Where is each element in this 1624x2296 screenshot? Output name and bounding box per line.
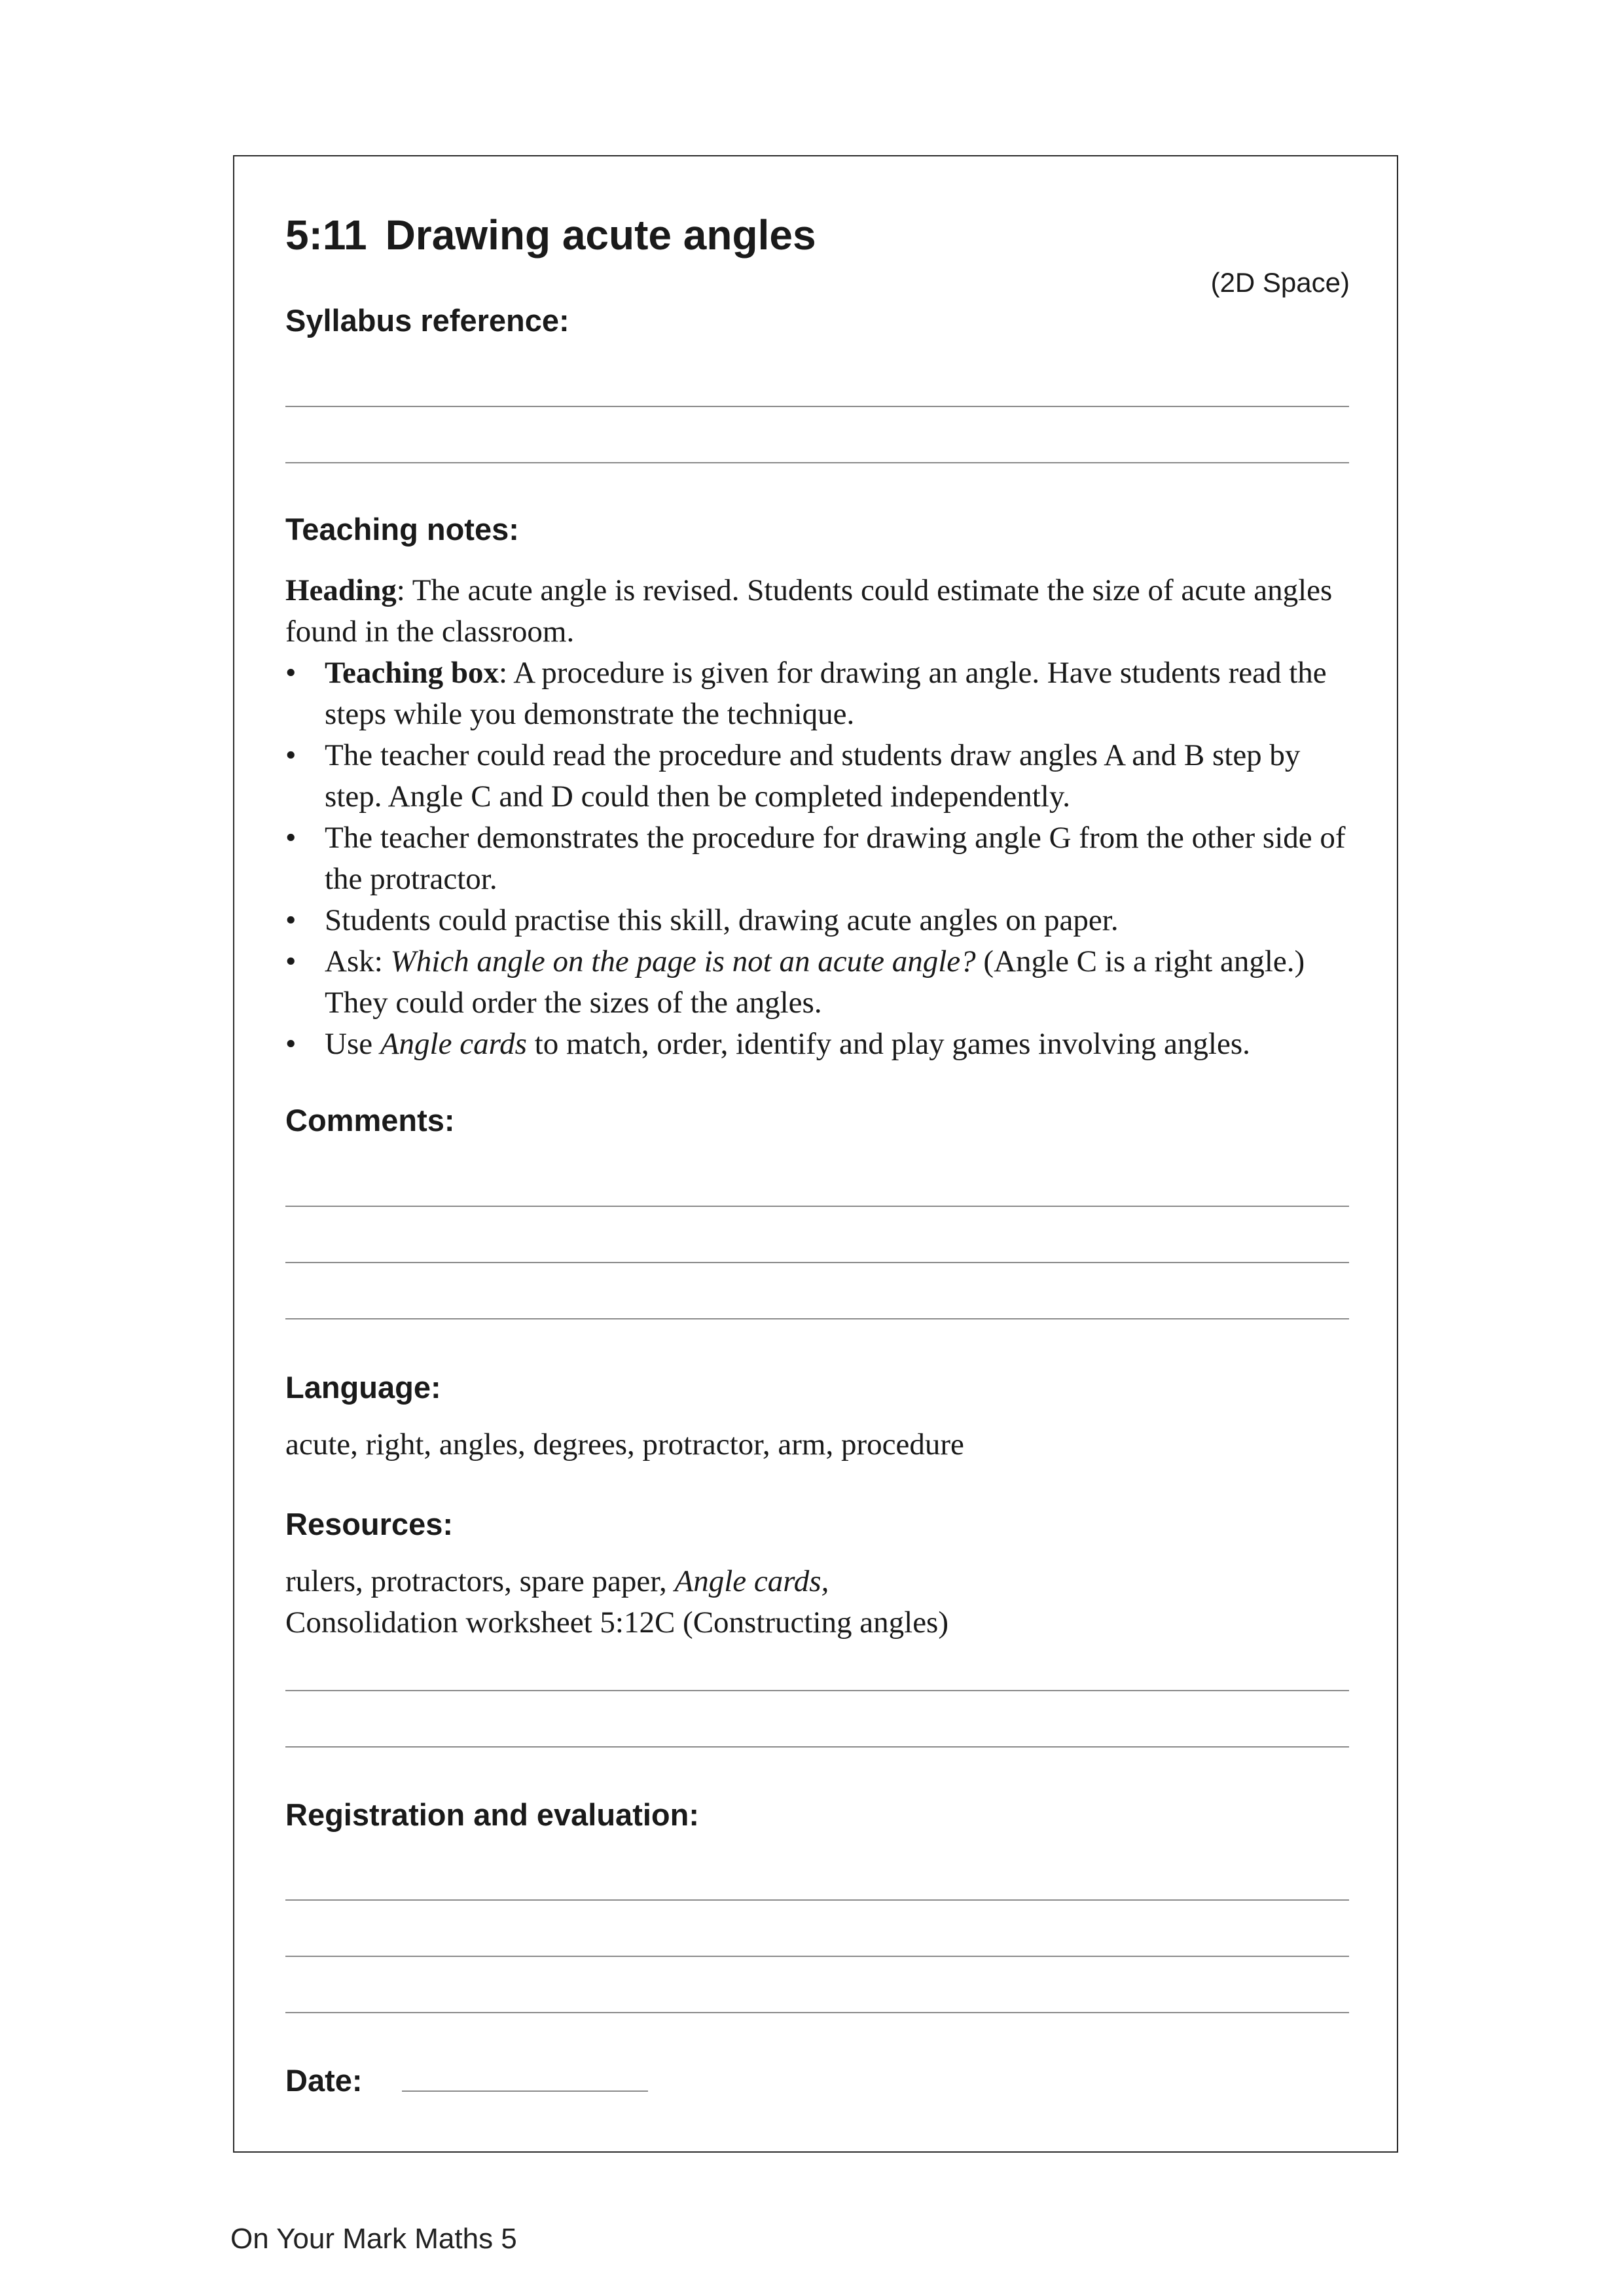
comments-line-2 bbox=[285, 1262, 1349, 1263]
bullet-marker: • bbox=[285, 738, 297, 772]
bullet-prefix: Use bbox=[325, 1027, 380, 1061]
list-item bbox=[285, 900, 1349, 941]
resources-italic: Angle cards, bbox=[674, 1564, 829, 1598]
date-field-line bbox=[402, 2090, 648, 2092]
resources-line-1 bbox=[285, 1690, 1349, 1691]
bullet-marker: • bbox=[285, 1027, 297, 1061]
comments-line-1 bbox=[285, 1206, 1349, 1207]
bullet-marker: • bbox=[285, 903, 297, 937]
bullet-suffix: to match, order, identify and play games involving angles. bbox=[526, 1027, 1250, 1061]
bullet-text: : A procedure is given for drawing an angle. Have students read the steps while you demonstrate the technique. bbox=[325, 656, 1327, 731]
list-item bbox=[285, 735, 1349, 817]
language-text: acute, right, angles, degrees, protractor, arm, procedure bbox=[285, 1427, 964, 1462]
bullet-text: Students could practise this skill, drawing acute angles on paper. bbox=[325, 903, 1119, 937]
resources-line-2 bbox=[285, 1746, 1349, 1748]
comments-heading: Comments: bbox=[285, 1103, 455, 1138]
bullet-marker: • bbox=[285, 944, 297, 978]
date-label: Date: bbox=[285, 2063, 363, 2098]
list-item bbox=[285, 1024, 1349, 1065]
section-number: 5:11 bbox=[285, 211, 367, 259]
list-item bbox=[285, 653, 1349, 735]
bullet-text: The teacher could read the procedure and students draw angles A and B step by step. Angle C and D could then be completed independently. bbox=[325, 738, 1301, 814]
title-text: Drawing acute angles bbox=[385, 211, 816, 259]
bullet-suffix: (Angle C is a right angle.) They could order the sizes of the angles. bbox=[325, 944, 1305, 1020]
bullet-marker: • bbox=[285, 656, 297, 690]
syllabus-line-1 bbox=[285, 406, 1349, 407]
teaching-notes-list bbox=[285, 653, 1349, 1065]
resources-line1: rulers, protractors, spare paper, bbox=[285, 1564, 675, 1598]
syllabus-line-2 bbox=[285, 462, 1349, 463]
page-title bbox=[285, 211, 816, 259]
registration-heading: Registration and evaluation: bbox=[285, 1797, 699, 1832]
list-item bbox=[285, 817, 1349, 900]
topic-category: (2D Space) bbox=[1210, 267, 1350, 298]
comments-line-3 bbox=[285, 1318, 1349, 1319]
syllabus-heading: Syllabus reference: bbox=[285, 303, 569, 338]
bullet-italic: Angle cards bbox=[380, 1027, 527, 1061]
teaching-notes-heading: Teaching notes: bbox=[285, 512, 519, 547]
bullet-label: Teaching box bbox=[325, 656, 499, 690]
intro-text: : The acute angle is revised. Students could estimate the size of acute angles found in the classroom. bbox=[285, 573, 1333, 649]
resources-heading: Resources: bbox=[285, 1507, 453, 1541]
page-frame bbox=[233, 155, 1398, 2153]
language-heading: Language: bbox=[285, 1370, 441, 1405]
list-item bbox=[285, 941, 1349, 1024]
page-footer: On Your Mark Maths 5 bbox=[230, 2223, 517, 2255]
registration-line-1 bbox=[285, 1899, 1349, 1901]
registration-line-3 bbox=[285, 2012, 1349, 2013]
teaching-notes-intro bbox=[285, 570, 1349, 653]
resources-line2: Consolidation worksheet 5:12C (Constructing angles) bbox=[285, 1605, 949, 1640]
bullet-prefix: Ask: bbox=[325, 944, 391, 978]
intro-label: Heading bbox=[285, 573, 397, 607]
resources-text bbox=[285, 1561, 1349, 1643]
bullet-marker: • bbox=[285, 821, 297, 855]
registration-line-2 bbox=[285, 1956, 1349, 1957]
bullet-italic: Which angle on the page is not an acute angle? bbox=[390, 944, 976, 978]
bullet-text: The teacher demonstrates the procedure for drawing angle G from the other side of the protractor. bbox=[325, 821, 1346, 896]
